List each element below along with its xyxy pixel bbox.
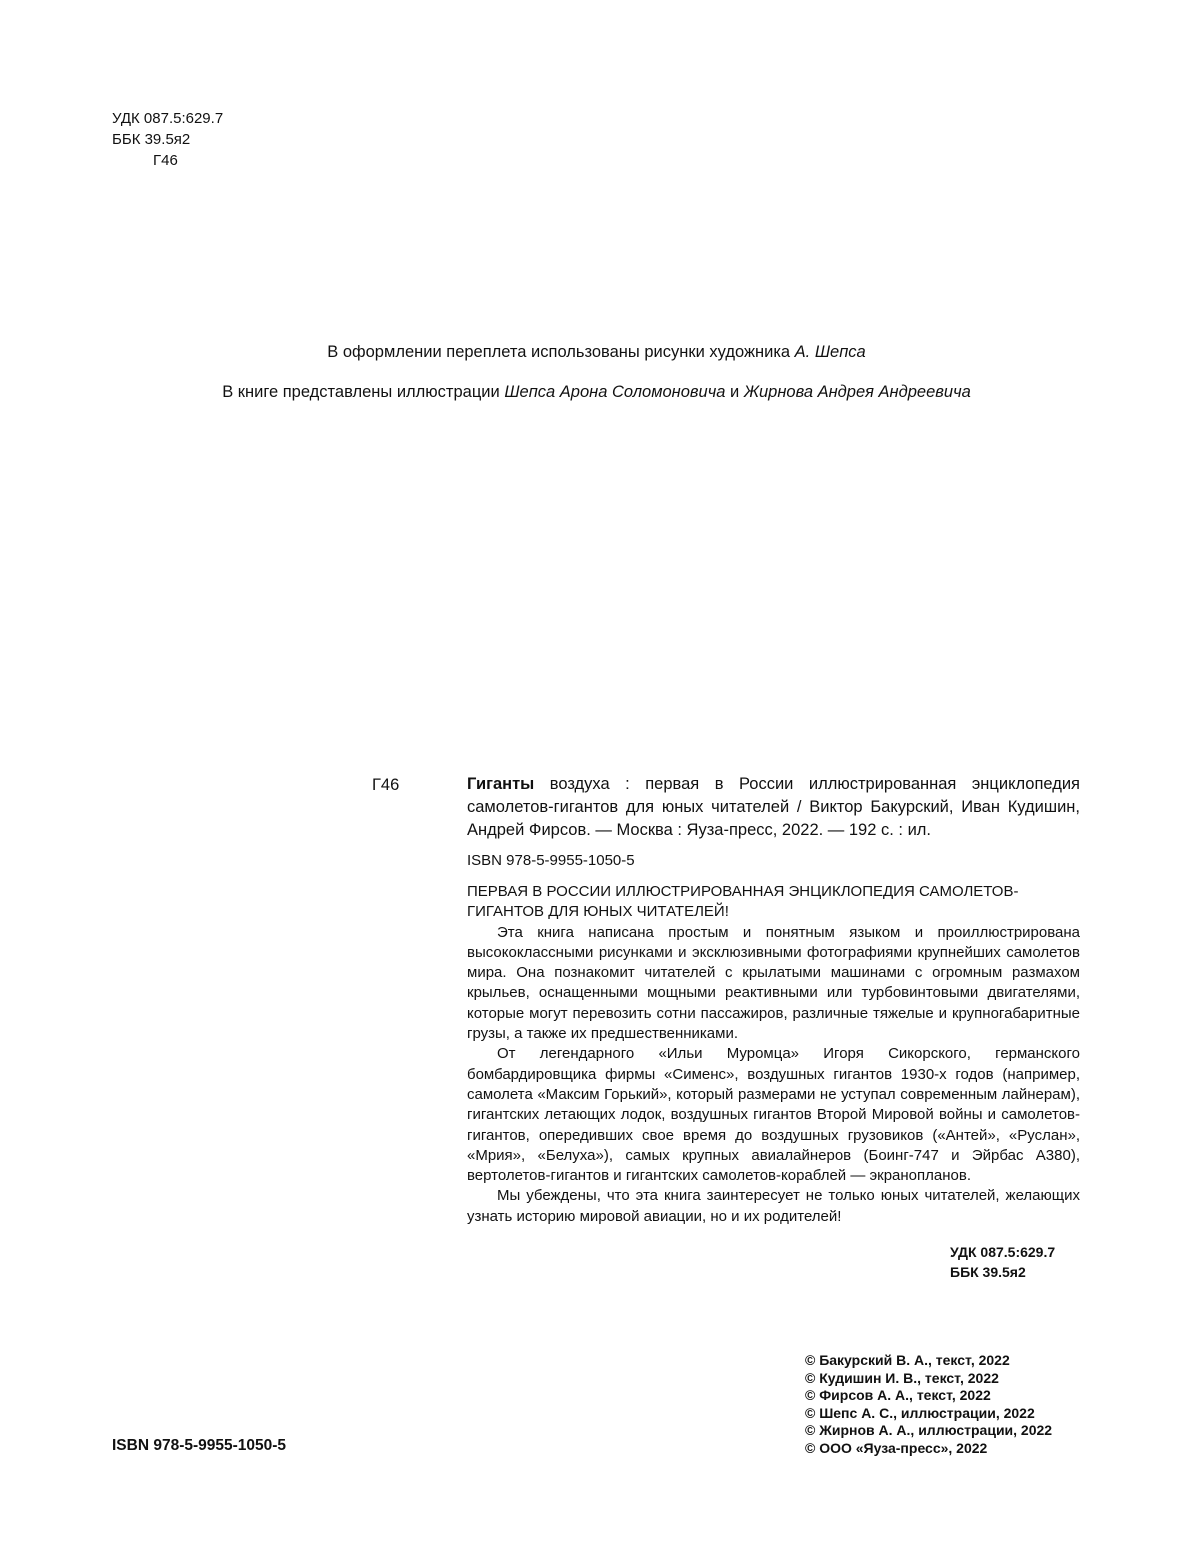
copyright-line: © Жирнов А. А., иллюстрации, 2022 bbox=[805, 1422, 1053, 1439]
book-illustration-credit bbox=[0, 383, 1193, 402]
copyright-line: © Бакурский В. А., текст, 2022 bbox=[805, 1352, 1010, 1368]
isbn-bottom: ISBN 978-5-9955-1050-5 bbox=[112, 1437, 287, 1454]
cover-illustration-credit bbox=[0, 343, 1193, 362]
bbk-code: ББК 39.5я2 bbox=[950, 1264, 1026, 1280]
bibliography-author-mark: Г46 bbox=[372, 776, 400, 794]
copyright-line: © ООО «Яуза-пресс», 2022 bbox=[805, 1439, 988, 1456]
top-classification-codes bbox=[112, 108, 223, 171]
copyright-block bbox=[805, 1352, 1052, 1458]
annotation-heading: ПЕРВАЯ В РОССИИ ИЛЛЮСТРИРОВАННАЯ ЭНЦИКЛОПЕДИЯ САМОЛЕТОВ-ГИГАНТОВ ДЛЯ ЮНЫХ ЧИТАТЕЛЕЙ! bbox=[467, 883, 1019, 921]
bibliographic-record bbox=[467, 773, 1080, 842]
credit-artist: Жирнова Андрея Андреевича bbox=[743, 383, 971, 401]
book-title: Гиганты bbox=[467, 775, 535, 793]
annotation bbox=[467, 882, 1080, 1227]
annotation-paragraph: Мы убеждены, что эта книга заинтересует не только юных читателей, желающих узнать историю мировой авиации, но и их родителей! bbox=[467, 1187, 1080, 1225]
bbk-code: ББК 39.5я2 bbox=[112, 131, 191, 148]
udk-code: УДК 087.5:629.7 bbox=[950, 1244, 1056, 1260]
credit-conjunction: и bbox=[725, 383, 744, 401]
credit-text: В оформлении переплета использованы рисунки художника bbox=[327, 343, 795, 361]
credit-artist: Шепса Арона Соломоновича bbox=[504, 383, 726, 401]
isbn-record: ISBN 978-5-9955-1050-5 bbox=[467, 852, 635, 869]
copyright-line: © Фирсов А. А., текст, 2022 bbox=[805, 1387, 991, 1404]
copyright-line: © Кудишин И. В., текст, 2022 bbox=[805, 1369, 999, 1386]
udk-code: УДК 087.5:629.7 bbox=[112, 110, 224, 127]
bibliographic-description: воздуха : первая в России иллюстрированная энциклопедия самолетов-гигантов для юных читателей / Виктор Бакурский, Иван Кудишин, Андрей Фирсов. — Москва : Яуза-пресс, 2022. — 192 с. : ил. bbox=[467, 775, 1080, 839]
annotation-paragraph: От легендарного «Ильи Муромца» Игоря Сикорского, германского бомбардировщика фирмы «Сименс», воздушных гигантов 1930-х годов (например, самолета «Максим Горький», который размерами не уступал современным лайнерам), гигантских летающих лодок, воздушных гигантов Второй Мировой войны и самолетов-гигантов, опередивших свое время до воздушных грузовиков («Антей», «Руслан», «Мрия», «Белуха»), самых крупных авиалайнеров (Боинг-747 и Эйрбас А380), вертолетов-гигантов и гигантских самолетов-кораблей — экранопланов. bbox=[467, 1045, 1080, 1185]
annotation-paragraph: Эта книга написана простым и понятным языком и проиллюстрирована высококлассными рисунками и эксклюзивными фотографиями крупнейших самолетов мира. Она познакомит читателей с крылатыми машинами с огромным размахом крыльев, оснащенными мощными реактивными или турбовинтовыми двигателями, которые могут перевозить сотни пассажиров, различные тяжелые и крупногабаритные грузы, а также их предшественниками. bbox=[467, 923, 1080, 1043]
credit-text: В книге представлены иллюстрации bbox=[222, 383, 505, 401]
author-mark: Г46 bbox=[153, 152, 178, 169]
classification-codes-right bbox=[950, 1242, 1055, 1282]
copyright-line: © Шепс А. С., иллюстрации, 2022 bbox=[805, 1404, 1035, 1421]
credit-artist: А. Шепса bbox=[794, 343, 866, 361]
